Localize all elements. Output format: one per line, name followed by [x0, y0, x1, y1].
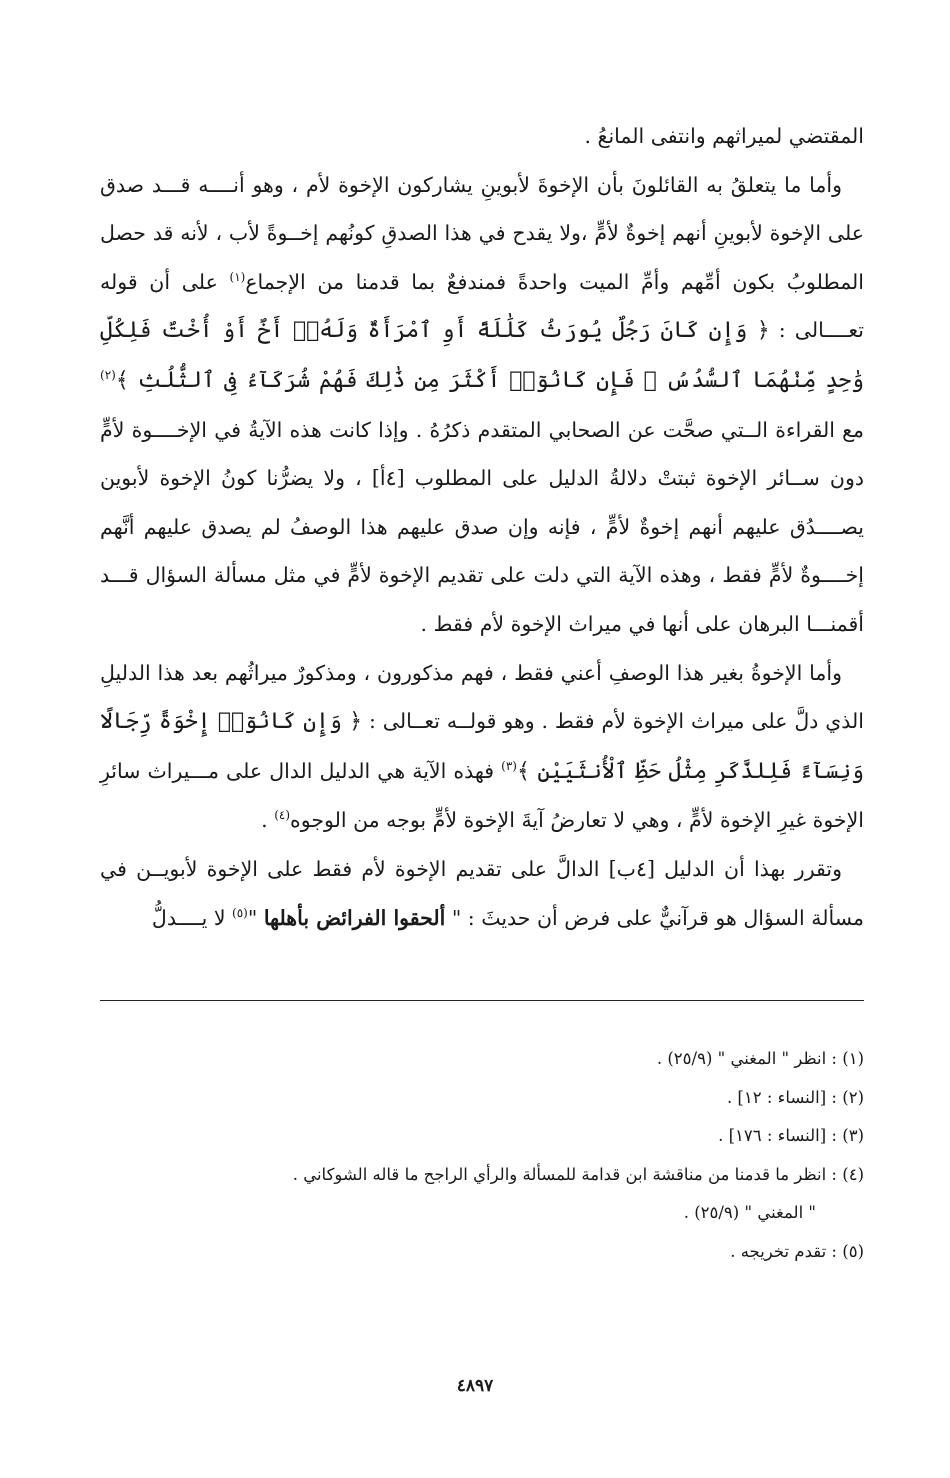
body-paragraph	[100, 845, 864, 942]
quran-verse-quote: ﴿ وَإِن كَانَ رَجُلٌ يُورَثُ كَلَٰلَةً أَوِ ٱمْرَأَةٌ وَلَهُۥٓ أَخٌ أَوْ أُخْتٌ فَلِكُلِّ وَٰحِدٍ مِّنْهُمَا ٱلسُّدُسُ ۚ فَإِن كَانُوٓا۟ أَكْثَرَ مِن ذَٰلِكَ فَهُمْ شُرَكَآءُ فِى ٱلثُّلُثِ ﴾	[100, 318, 864, 393]
footnotes-section	[100, 1040, 864, 1271]
body-paragraph	[100, 161, 864, 649]
main-text-body	[100, 112, 864, 942]
paragraph-text: وأما الإخوةُ بغير هذا الوصفِ أعني فقط ، فهم مذكورون ، ومذكورٌ ميراثُهم بعد هذا الدليلِ الذي دلَّ على ميراث الإخوة لأم فقط . وهو قولــه تعــالى :	[100, 660, 864, 734]
footnote-reference: (٣)	[501, 758, 517, 773]
footnote-reference: (١)	[229, 269, 246, 284]
paragraph-text: "	[247, 905, 264, 930]
footnote-item: (٣) : [النساء : ١٧٦] .	[718, 1126, 864, 1145]
body-paragraph	[100, 649, 864, 845]
footnote-reference: (٤)	[274, 808, 291, 823]
footnote-separator-rule	[100, 1000, 864, 1001]
page-number: ٤٨٩٧	[456, 1376, 494, 1396]
paragraph-text: المقتضي لميراثهم وانتفى المانعُ .	[584, 124, 864, 148]
paragraph-text: لا يــــدلُّ	[151, 905, 233, 930]
paragraph-text: وتقرر بهذا أن الدليل [٤ب] الدالَّ على تقديم الإخوة لأم فقط على الإخوة لأبويــن في مسألة السؤال هو قرآنيٌّ على فرض أن حديثَ : "	[100, 856, 864, 930]
footnote-item: (٢) : [النساء : ١٢] .	[726, 1087, 864, 1107]
paragraph-text: وأما ما يتعلقُ به القائلونَ بأن الإخوةَ لأبوينِ يشاركون الإخوة لأم ، وهو أنــــه قـــد صدق على الإخوة لأبوينِ أنهم إخوةٌ لأمٍّ ،ولا يقدح في هذا الصدقِ كونُهم إخــوةً لأب ، لأنه قد حصل المطلوبُ بكون أمِّهم وأمِّ الميت واحدةً فمندفعٌ بما قدمنا من الإجماع	[100, 172, 864, 294]
footnote-continuation: " المغني " (٢٥/٩) .	[683, 1203, 816, 1222]
footnote-item: (٤) : انظر ما قدمنا من مناقشة ابن قدامة للمسألة والرأي الراجح ما قاله الشوكاني .	[292, 1164, 864, 1184]
footnote-item: (٥) : تقدم تخريجه .	[730, 1241, 864, 1261]
paragraph-text: مع القراءة الــتي صحَّت عن الصحابي المتقدم ذكرُهُ . وإذا كانت هذه الآيةُ في الإخــــوة لأمٍّ دون ســائر الإخوة ثبتتْ دلالةُ الدليل على المطلوب [٤أ] ، ولا يضرُّنا كونُ الإخوة لأبوين يصــــدُق عليهم أنهم إخوةٌ لأمٍّ ، فإنه وإن صدق عليهم هذا الوصفُ لم يصدق عليهم أنَّهم إخــــوةٌ لأمٍّ فقط ، وهذه الآية التي دلت على تقديم الإخوة لأمٍّ في مثل مسألة السؤال قـــد أقمنـــا البرهان على أنها في ميراث الإخوة لأم فقط .	[100, 417, 865, 636]
paragraph-text: .	[261, 808, 275, 833]
hadith-quote: ألحقوا الفرائض بأهلها	[263, 905, 446, 930]
footnote-item: (١) : انظر " المغني " (٢٥/٩) .	[656, 1049, 864, 1068]
quran-verse-quote: ﴿ وَإِن كَانُوٓا۟ إِخْوَةً رِّجَالًا وَنِسَآءً فَلِلذَّكَرِ مِثْلُ حَظِّ ٱلْأُنثَيَيْنِ ﴾	[100, 709, 864, 784]
footnote-reference: (٥)	[232, 905, 248, 920]
footnote-reference: (٢)	[100, 368, 116, 383]
paragraph-text: فهذه الآية هي الدليل الدال على مـــيراث سائرِ الإخوة غيرِ الإخوة لأمٍّ ، وهي لا تعارضُ آيةَ الإخوة لأمٍّ بوجه من الوجوه	[100, 758, 864, 833]
body-paragraph	[100, 112, 864, 161]
paragraph-text: على أن قوله تعــــالى :	[100, 269, 865, 343]
